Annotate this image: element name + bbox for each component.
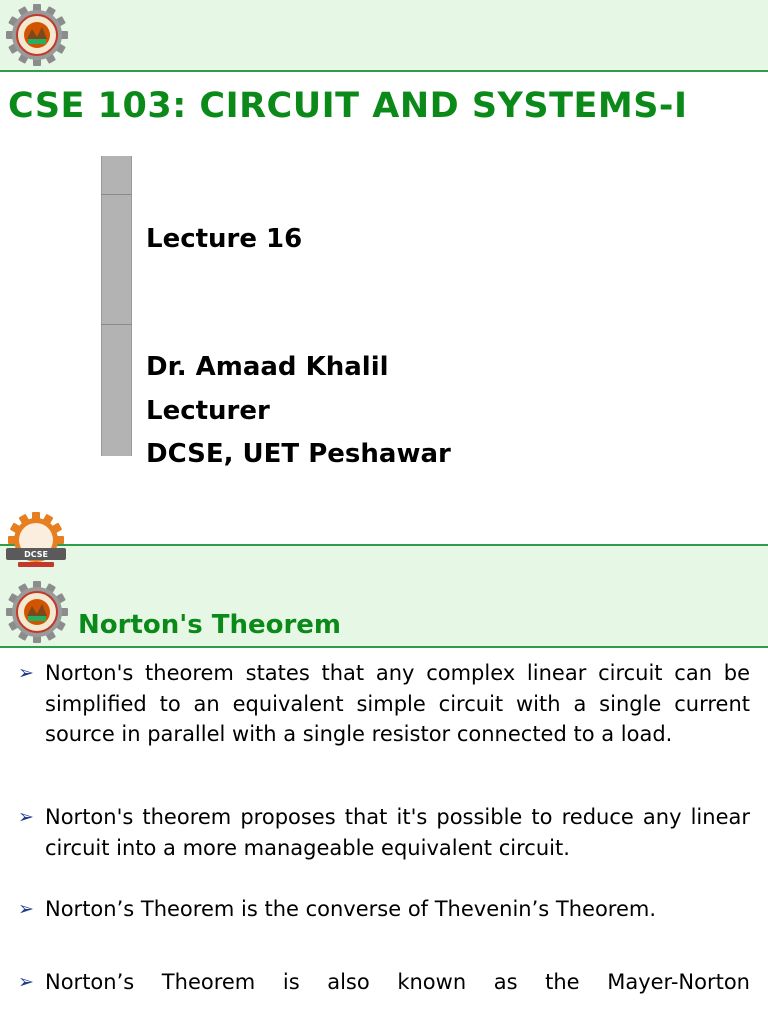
lecture-number: Lecture 16 — [146, 224, 303, 254]
bullet-arrow-icon: ➢ — [18, 898, 34, 920]
dcse-logo-icon — [2, 511, 70, 573]
list-item — [18, 658, 750, 780]
bullet-arrow-icon: ➢ — [18, 971, 34, 993]
header-band — [0, 0, 768, 70]
bullet-text: Norton’s Theorem is the converse of Thevenin’s Theorem. — [45, 897, 657, 921]
bullet-arrow-icon: ➢ — [18, 662, 34, 684]
bullet-text: Norton's theorem proposes that it's possible to reduce any linear circuit into a more manageable equivalent circuit. — [45, 805, 750, 860]
bullet-list — [18, 658, 750, 998]
author-department: DCSE, UET Peshawar — [146, 439, 451, 469]
header-rule — [0, 646, 768, 648]
slide-title: Norton's Theorem — [78, 610, 342, 640]
decorative-vertical-bar — [101, 156, 132, 456]
list-item — [18, 894, 750, 925]
header-rule — [0, 70, 768, 72]
list-item — [18, 967, 750, 998]
uet-logo-icon — [5, 4, 69, 66]
footer-band — [0, 544, 768, 580]
author-position: Lecturer — [146, 396, 270, 426]
list-item — [18, 802, 750, 863]
course-title: CSE 103: CIRCUIT AND SYSTEMS-I — [8, 86, 688, 126]
author-name: Dr. Amaad Khalil — [146, 352, 389, 382]
content-slide — [0, 578, 768, 1024]
dcse-logo-text: DCSE — [24, 550, 48, 559]
bullet-text: Norton’s Theorem is also known as the Mayer-Norton — [45, 970, 750, 994]
bar-divider — [101, 194, 132, 195]
bar-divider — [101, 324, 132, 325]
uet-logo-icon — [5, 581, 69, 643]
bullet-text: Norton's theorem states that any complex linear circuit can be simplified to an equivalent simple circuit with a single current source in parallel with a single resistor connected to a load. — [45, 661, 750, 746]
bullet-arrow-icon: ➢ — [18, 806, 34, 828]
